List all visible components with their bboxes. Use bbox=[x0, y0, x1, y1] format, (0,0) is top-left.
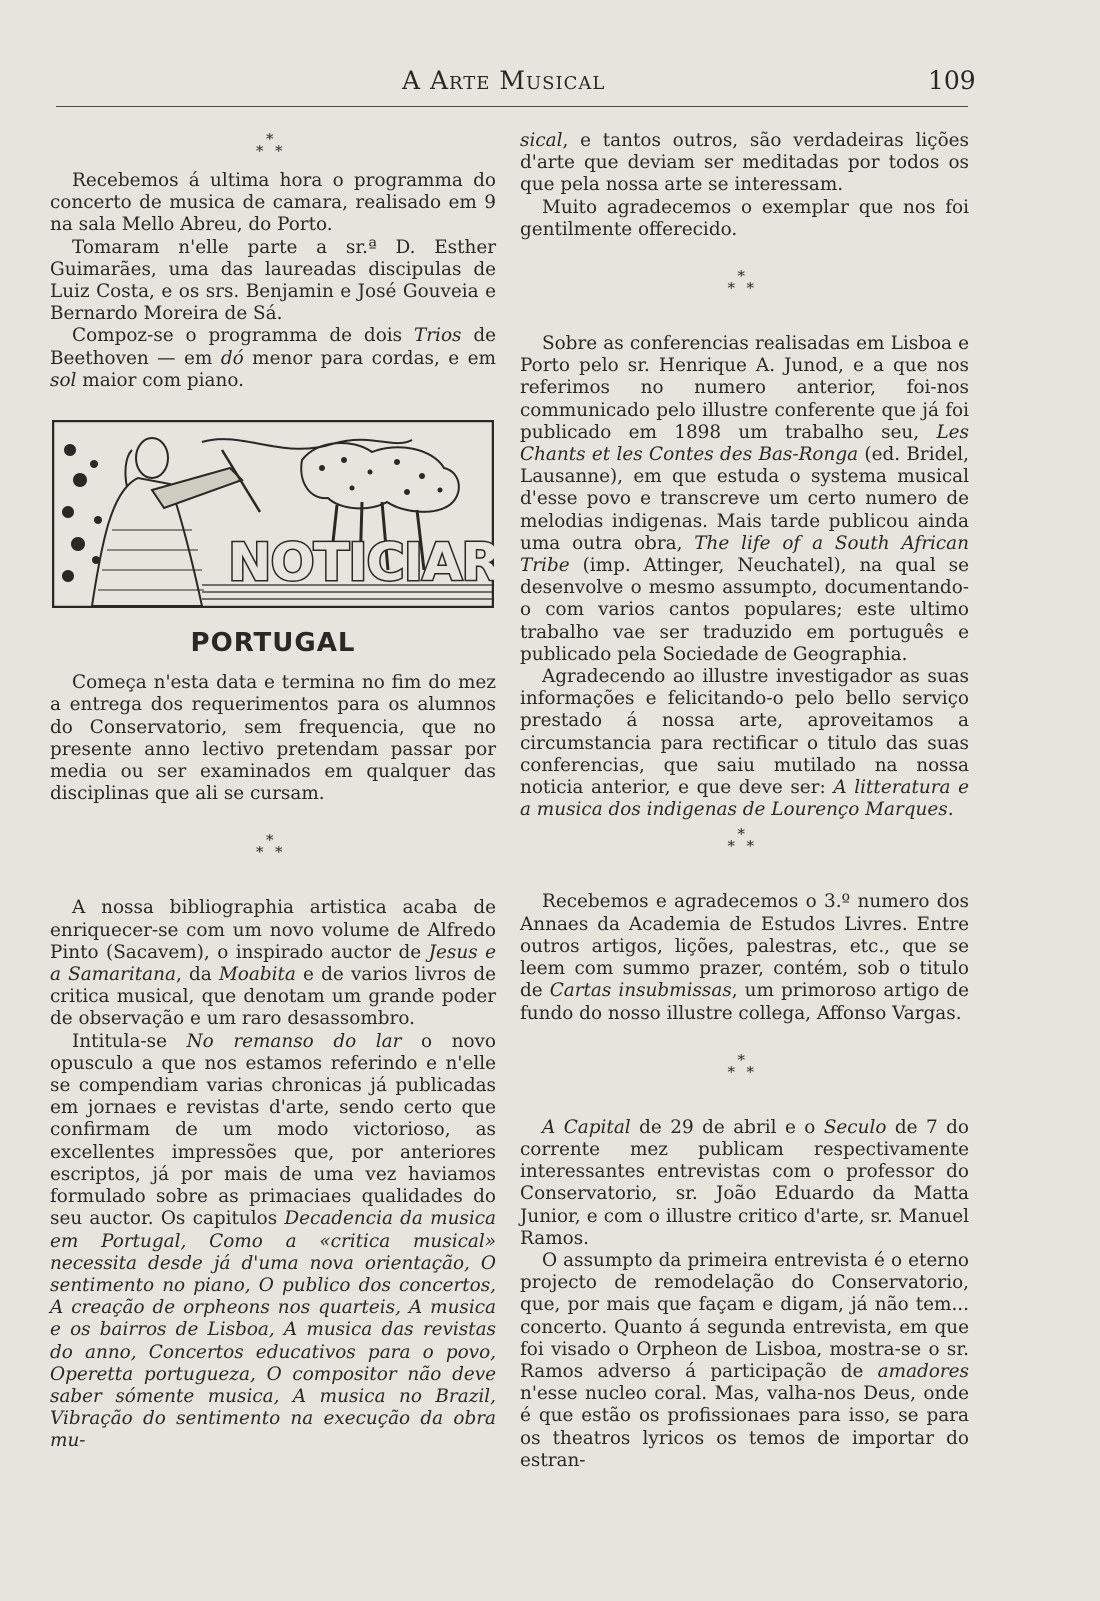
asterism-ornament: * * * bbox=[727, 825, 754, 856]
paragraph-assumpto: O assumpto da primeira entrevista é o eterno projecto de remodelação do Conservatorio, que, por mais que façam e digam, já não tem... concerto. Quanto á segunda entrevista, em que foi visado o Orpheon de Lisboa, mostra-se o sr. Ramos adverso á participação de amadores n'esse nucleo coral. Mas, valha-nos Deus, onde é que estão os profissionaes para isso, se para os theatros lyricos os temos de importar do estran- bbox=[520, 1249, 969, 1471]
paragraph-entrevistas: A Capital de 29 de abril e o Seculo de 7 do corrente mez publicam respectivamente interessantes entrevistas com o professor do Conservatorio, sr. João Eduardo da Matta Junior, e com o illustre critico d'arte, sr. Manuel Ramos. bbox=[520, 1116, 969, 1249]
paragraph-continuacao: sical, e tantos outros, são verdadeiras lições d'arte que deviam ser meditadas por todos os que pela nossa arte se interessam. bbox=[520, 130, 969, 196]
paragraph-rectificacao: Agradecendo ao illustre investigador as suas informações e felicitando-o pelo bello serviço prestado á nossa arte, aproveitamos a circumstancia para rectificar o titulo das suas conferencias, que saiu mutilado na nossa noticia anterior, e que deve ser: A litteratura e a musica dos indigenas de Lourenço Marques. bbox=[520, 666, 969, 821]
paragraph-conferencias: Sobre as conferencias realisadas em Lisboa e Porto pelo sr. Henrique A. Junod, e a que nos referimos no numero anterior, foi-nos communicado pelo illustre conferente que já foi publicado em 1898 um trabalho seu, Les Chants et les Contes des Bas-Ronga (ed. Bridel, Lausanne), em que estuda o systema musical d'esse povo e transcreve um certo numero de melodias indigenas. Mais tarde publicou ainda uma outra obra, The life of a South African Tribe (imp. Attinger, Neuchatel), na qual se desenvolve o mesmo assumpto, documentando-o com varios cantos populares; este ultimo trabalho vae ser traduzido em português e publicado pela Sociedade de Geographia. bbox=[520, 333, 969, 665]
paragraph-concerto: Recebemos á ultima hora o programma do concerto de musica de camara, realisado em 9 na sala Mello Abreu, do Porto. bbox=[50, 170, 496, 236]
page-number: 109 bbox=[928, 66, 976, 95]
noticiario-illustration bbox=[52, 420, 494, 608]
paragraph-requerimentos: Começa n'esta data e termina no fim do mez a entrega dos requerimentos para os alumnos do Conservatorio, sem frequencia, que no presente anno lectivo pretendam passar por media ou ser examinados em qualquer das disciplinas que ali se cursam. bbox=[50, 672, 496, 805]
paragraph-agradecimento: Muito agradecemos o exemplar que nos foi gentilmente offerecido. bbox=[520, 196, 969, 240]
asterism-ornament: * * * bbox=[256, 831, 283, 862]
header-rule bbox=[56, 106, 968, 107]
asterism-ornament: * * * bbox=[727, 1050, 754, 1081]
asterism-ornament: * * * bbox=[727, 267, 754, 298]
paragraph-programma: Compoz-se o programma de dois Trios de Beethoven — em dó menor para cordas, e em sol maior com piano. bbox=[50, 325, 496, 391]
section-heading-portugal: PORTUGAL bbox=[190, 628, 356, 659]
asterism-ornament: * * * bbox=[256, 130, 283, 160]
paragraph-opusculo: Intitula-se No remanso do lar o novo opusculo a que nos estamos referindo e n'elle se compendiam varias chronicas já publicadas em jornaes e revistas d'arte, sendo certo que confirmam de um modo victorioso, as excellentes impressões que, por anteriores escriptos, já por mais de uma vez haviamos formulado sobre as primaciaes qualidades do seu auctor. Os capitulos Decadencia da musica em Portugal, Como a «critica musical» necessita desde já d'uma nova orientação, O sentimento no piano, O publico dos concertos, A creação de orpheons nos quarteis, A musica e os bairros de Lisboa, A musica das revistas do anno, Concertos educativos para o povo, Operetta portugueza, O compositor não deve saber sómente musica, A musica no Brazil, Vibração do sentimento na execução da obra mu- bbox=[50, 1030, 496, 1452]
running-header-title: A Arte Musical bbox=[402, 66, 606, 95]
left-column bbox=[50, 130, 496, 1453]
paragraph-bibliographia: A nossa bibliographia artistica acaba de enriquecer-se com um novo volume de Alfredo Pinto (Sacavem), o inspirado auctor de Jesus e a Samaritana, da Moabita e de varios livros de critica musical, que denotam um grande poder de observação e um raro desassombro. bbox=[50, 897, 496, 1030]
paragraph-annaes: Recebemos e agradecemos o 3.º numero dos Annaes da Academia de Estudos Livres. Entre outros artigos, lições, palestras, etc., que se leem com summo prazer, contém, sob o titulo de Cartas insubmissas, um primoroso artigo de fundo do nosso illustre collega, Affonso Vargas. bbox=[520, 891, 969, 1024]
noticiario-banner-text: NOTICIAR bbox=[228, 533, 494, 594]
paragraph-participantes: Tomaram n'elle parte a sr.ª D. Esther Guimarães, uma das laureadas discipulas de Luiz Costa, e os srs. Benjamin e José Gouveia e Bernardo Moreira de Sá. bbox=[50, 236, 496, 325]
right-column bbox=[520, 130, 969, 1472]
